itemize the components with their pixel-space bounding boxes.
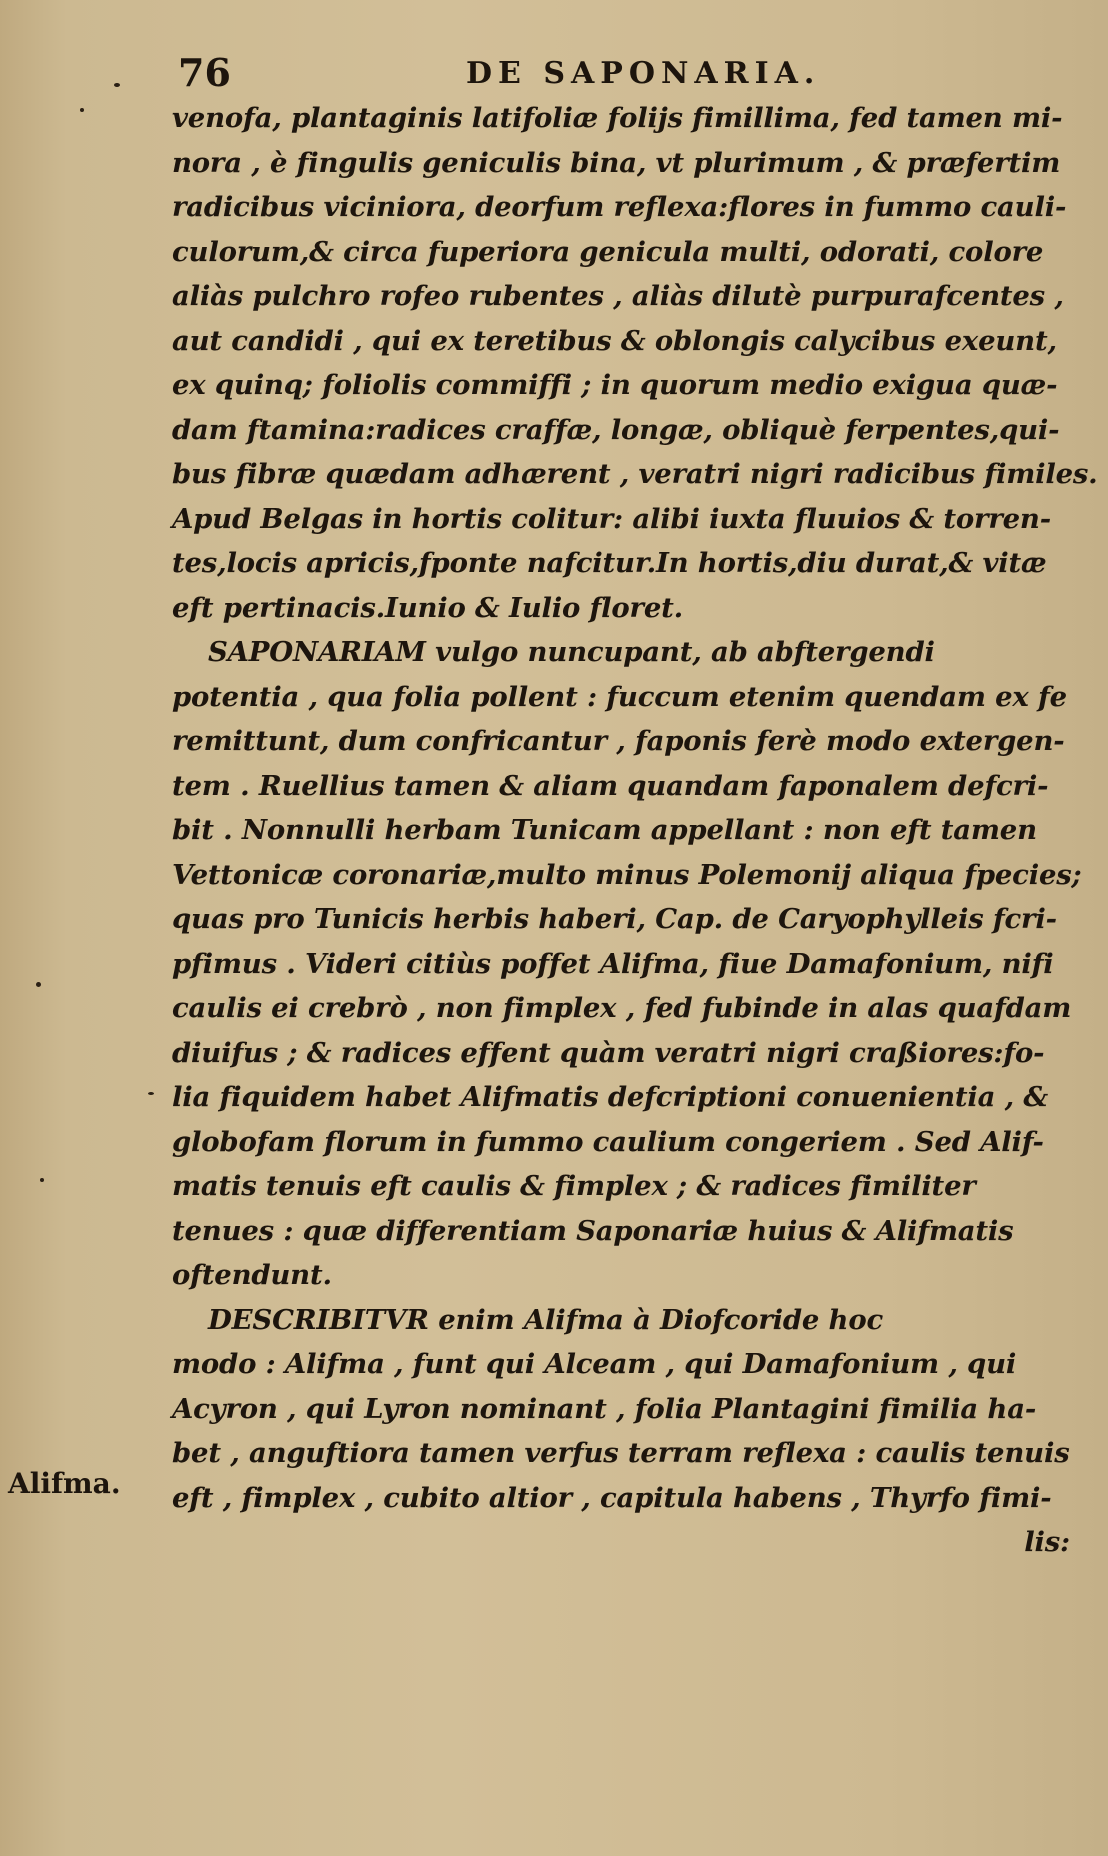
text-line: bet , anguftiora tamen verfus terram reflexa : caulis tenuis: [172, 1437, 1070, 1469]
text-line: tem . Ruellius tamen & aliam quandam faponalem defcri-: [172, 769, 1049, 802]
text-line: lia fiquidem habet Alifmatis defcriptioni conuenientia , &: [172, 1081, 1049, 1113]
text-line: oftendunt.: [172, 1259, 332, 1291]
text-line: Acyron , qui Lyron nominant , folia Plantagini fimilia ha-: [172, 1392, 1037, 1425]
text-line: potentia , qua folia pollent : fuccum etenim quendam ex fe: [172, 680, 1067, 713]
paper-speck: [114, 83, 120, 87]
text-line: quas pro Tunicis herbis haberi, Cap. de Caryophylleis fcri-: [172, 903, 1057, 935]
text-line: nora , è fingulis geniculis bina, vt plurimum , & præfertim: [172, 146, 1061, 179]
text-line: aliàs pulchro rofeo rubentes , aliàs dilutè purpurafcentes ,: [172, 280, 1064, 312]
text-line: aut candidi , qui ex teretibus & oblongis calycibus exeunt,: [172, 324, 1057, 357]
text-line: bus fibræ quædam adhærent , veratri nigri radicibus fimiles.: [172, 458, 1098, 490]
text-line: tes,locis apricis,fponte nafcitur.In hortis,diu durat,& vitæ: [172, 547, 1047, 579]
text-line: eft pertinacis.Iunio & Iulio floret.: [172, 591, 683, 624]
text-line: diuifus ; & radices effent quàm veratri nigri craßiores:fo-: [172, 1036, 1045, 1069]
body-text: [172, 96, 1098, 1565]
paragraph-start-line: DESCRIBITVR enim Alifma à Diofcoride hoc: [208, 1303, 884, 1336]
paragraph-start-line: SAPONARIAM vulgo nuncupant, ab abftergendi: [208, 636, 935, 668]
catchword: lis:: [1024, 1526, 1070, 1558]
paper-speck: [36, 982, 41, 987]
text-line: culorum,& circa fuperiora genicula multi, odorati, colore: [172, 235, 1044, 268]
text-line: bit . Nonnulli herbam Tunicam appellant : non eft tamen: [172, 814, 1037, 846]
text-line: Vettonicæ coronariæ,multo minus Polemonij aliqua fpecies;: [172, 858, 1082, 891]
text-line: matis tenuis eft caulis & fimplex ; & radices fimiliter: [172, 1170, 976, 1202]
margin-note: Alifma.: [8, 1467, 121, 1500]
running-title: DE SAPONARIA.: [466, 56, 821, 91]
page-number: 76: [178, 50, 231, 95]
text-line: remittunt, dum confricantur , faponis ferè modo extergen-: [172, 725, 1065, 757]
paper-speck: [40, 1178, 44, 1182]
text-line: caulis ei crebrò , non fimplex , fed fubinde in alas quafdam: [172, 992, 1072, 1024]
text-line: radicibus viciniora, deorfum reflexa:flores in fummo cauli-: [172, 191, 1067, 223]
text-line: eft , fimplex , cubito altior , capitula habens , Thyrfo fimi-: [172, 1481, 1052, 1514]
paper-speck: [148, 1092, 154, 1095]
text-line: Apud Belgas in hortis colitur: alibi iuxta fluuios & torren-: [172, 502, 1051, 535]
text-line: ex quinq; foliolis commiffi ; in quorum medio exigua quæ-: [172, 369, 1058, 401]
text-line: tenues : quæ differentiam Saponariæ huius & Alifmatis: [172, 1214, 1014, 1247]
text-line: pfimus . Videri citiùs poffet Alifma, fiue Damafonium, nifi: [172, 947, 1054, 980]
paper-speck: [80, 108, 84, 112]
text-line: venofa, plantaginis latifoliæ folijs fimillima, fed tamen mi-: [172, 102, 1063, 134]
text-line: globofam florum in fummo caulium congeriem . Sed Alif-: [172, 1125, 1044, 1158]
text-line: modo : Alifma , funt qui Alceam , qui Damafonium , qui: [172, 1348, 1017, 1380]
text-line: dam ftamina:radices craffæ, longæ, obliquè ferpentes,qui-: [172, 413, 1060, 446]
